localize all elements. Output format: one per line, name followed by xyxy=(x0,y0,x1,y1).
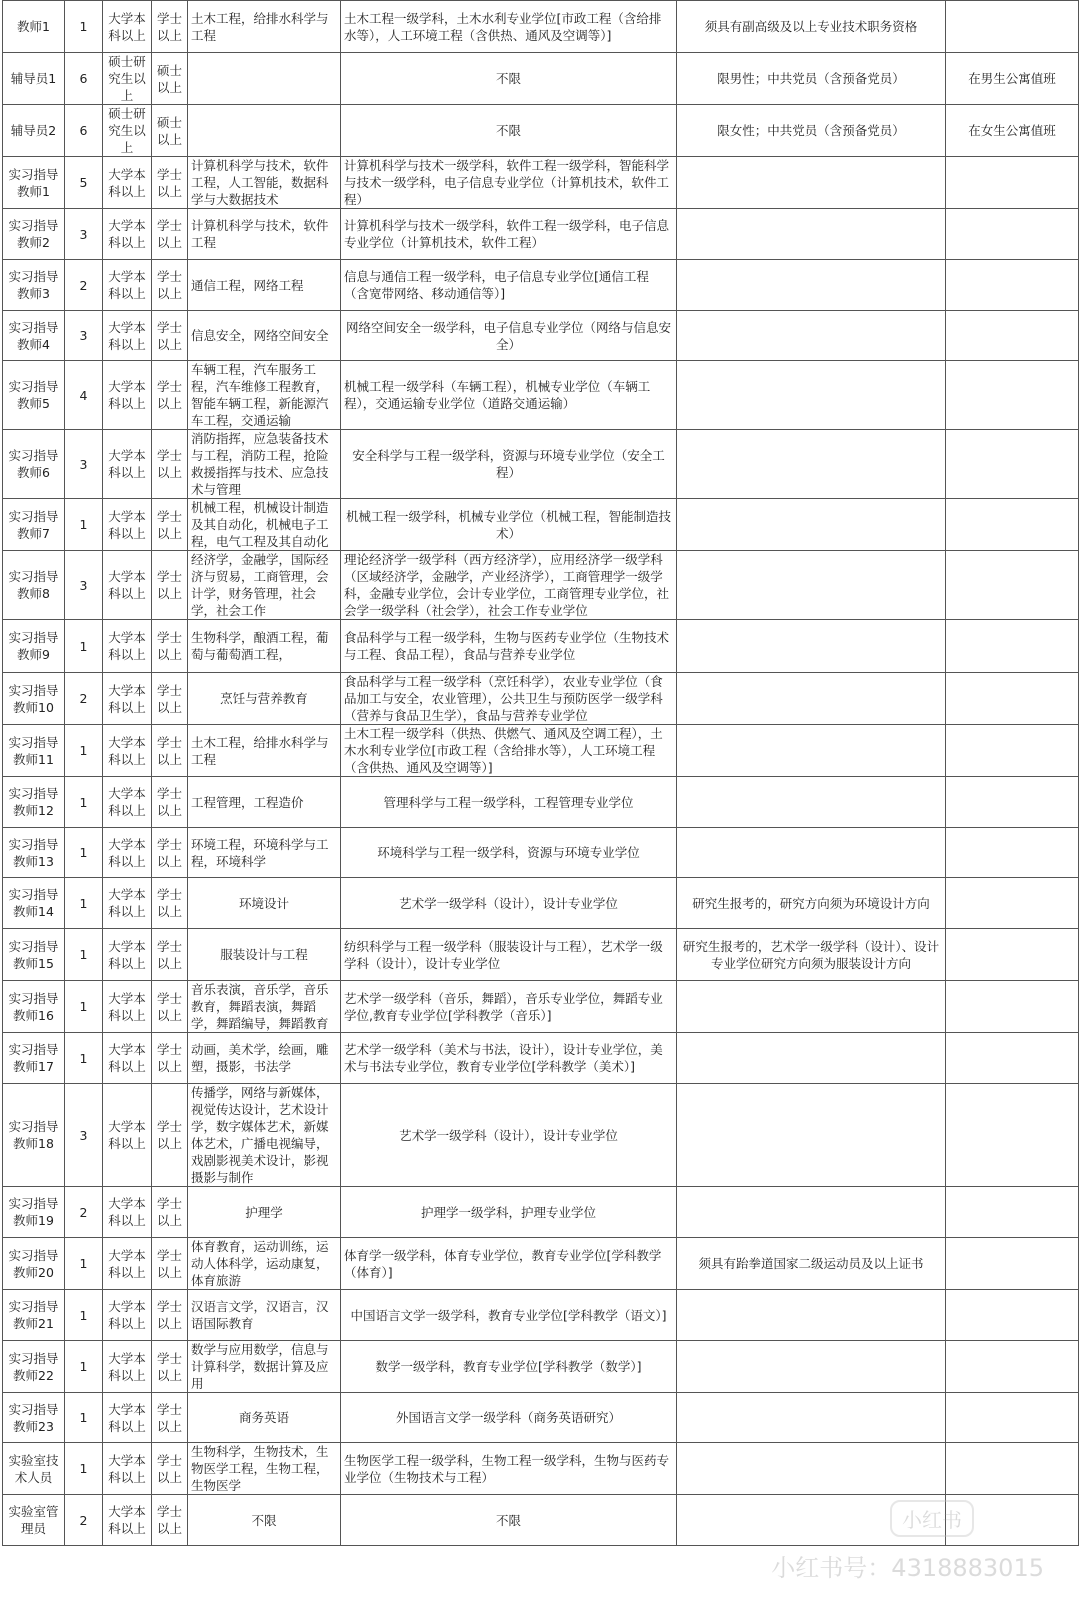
postgrad-major-cell: 理论经济学一级学科（西方经济学），应用经济学一级学科（区域经济学，金融学，产业经济学），工商管理学一级学科，金融专业学位，会计专业学位，工商管理专业学位，社会学一级学科（社会学），社会工作专业学位 xyxy=(341,551,677,620)
postgrad-major-cell: 艺术学一级学科（音乐，舞蹈），音乐专业学位，舞蹈专业学位,教育专业学位[学科教学（音乐）] xyxy=(341,981,677,1033)
degree-cell: 学士以上 xyxy=(152,1084,188,1187)
note-cell xyxy=(946,1393,1079,1443)
postgrad-major-cell: 计算机科学与技术一级学科，软件工程一级学科，电子信息专业学位（计算机技术，软件工程） xyxy=(341,209,677,260)
undergrad-major-cell: 信息安全，网络空间安全 xyxy=(188,311,341,361)
other-requirements-cell xyxy=(677,209,946,260)
table-row xyxy=(3,981,1079,1033)
postgrad-major-cell: 管理科学与工程一级学科，工程管理专业学位 xyxy=(341,777,677,828)
other-requirements-cell xyxy=(677,828,946,878)
count-cell: 3 xyxy=(65,551,103,620)
count-cell: 1 xyxy=(65,1393,103,1443)
other-requirements-cell: 限女性；中共党员（含预备党员） xyxy=(677,105,946,157)
education-cell: 大学本科以上 xyxy=(103,725,152,777)
degree-cell: 学士以上 xyxy=(152,361,188,430)
table-row xyxy=(3,878,1079,929)
undergrad-major-cell: 不限 xyxy=(188,1495,341,1546)
table-row xyxy=(3,1238,1079,1290)
other-requirements-cell: 须具有跆拳道国家二级运动员及以上证书 xyxy=(677,1238,946,1290)
note-cell xyxy=(946,620,1079,673)
other-requirements-cell xyxy=(677,361,946,430)
degree-cell: 学士以上 xyxy=(152,1033,188,1084)
other-requirements-cell: 研究生报考的，研究方向须为环境设计方向 xyxy=(677,878,946,929)
post-cell: 实习指导教师3 xyxy=(3,260,65,311)
other-requirements-cell xyxy=(677,499,946,551)
postgrad-major-cell: 不限 xyxy=(341,105,677,157)
postgrad-major-cell: 中国语言文学一级学科，教育专业学位[学科教学（语文）] xyxy=(341,1290,677,1341)
note-cell xyxy=(946,499,1079,551)
undergrad-major-cell: 土木工程，给排水科学与工程 xyxy=(188,1,341,53)
table-row xyxy=(3,361,1079,430)
post-cell: 实习指导教师6 xyxy=(3,430,65,499)
degree-cell: 硕士以上 xyxy=(152,105,188,157)
count-cell: 1 xyxy=(65,1341,103,1393)
degree-cell: 学士以上 xyxy=(152,725,188,777)
degree-cell: 学士以上 xyxy=(152,1393,188,1443)
degree-cell: 学士以上 xyxy=(152,777,188,828)
undergrad-major-cell: 汉语言文学，汉语言，汉语国际教育 xyxy=(188,1290,341,1341)
education-cell: 大学本科以上 xyxy=(103,777,152,828)
postgrad-major-cell: 土木工程一级学科（供热、供燃气、通风及空调工程），土木水利专业学位[市政工程（含给排水等），人工环境工程（含供热、通风及空调等）] xyxy=(341,725,677,777)
undergrad-major-cell: 动画，美术学，绘画，雕塑，摄影，书法学 xyxy=(188,1033,341,1084)
note-cell xyxy=(946,673,1079,725)
education-cell: 大学本科以上 xyxy=(103,499,152,551)
post-cell: 教师1 xyxy=(3,1,65,53)
undergrad-major-cell xyxy=(188,53,341,105)
postgrad-major-cell: 计算机科学与技术一级学科，软件工程一级学科，智能科学与技术一级学科，电子信息专业学位（计算机技术，软件工程） xyxy=(341,157,677,209)
degree-cell: 学士以上 xyxy=(152,1341,188,1393)
postgrad-major-cell: 食品科学与工程一级学科，生物与医药专业学位（生物技术与工程、食品工程），食品与营养专业学位 xyxy=(341,620,677,673)
education-cell: 大学本科以上 xyxy=(103,1187,152,1238)
postgrad-major-cell: 不限 xyxy=(341,53,677,105)
postgrad-major-cell: 环境科学与工程一级学科，资源与环境专业学位 xyxy=(341,828,677,878)
note-cell xyxy=(946,1341,1079,1393)
postgrad-major-cell: 机械工程一级学科（车辆工程），机械专业学位（车辆工程），交通运输专业学位（道路交通运输） xyxy=(341,361,677,430)
undergrad-major-cell: 生物科学，酿酒工程，葡萄与葡萄酒工程， xyxy=(188,620,341,673)
postgrad-major-cell: 艺术学一级学科（美术与书法，设计），设计专业学位，美术与书法专业学位，教育专业学位[学科教学（美术）] xyxy=(341,1033,677,1084)
post-cell: 实习指导教师23 xyxy=(3,1393,65,1443)
undergrad-major-cell: 数学与应用数学，信息与计算科学，数据计算及应用 xyxy=(188,1341,341,1393)
table-row xyxy=(3,53,1079,105)
undergrad-major-cell: 护理学 xyxy=(188,1187,341,1238)
undergrad-major-cell: 音乐表演，音乐学，音乐教育，舞蹈表演，舞蹈学，舞蹈编导，舞蹈教育 xyxy=(188,981,341,1033)
note-cell xyxy=(946,361,1079,430)
post-cell: 实习指导教师5 xyxy=(3,361,65,430)
post-cell: 实习指导教师16 xyxy=(3,981,65,1033)
count-cell: 1 xyxy=(65,929,103,981)
education-cell: 硕士研究生以上 xyxy=(103,53,152,105)
post-cell: 实习指导教师22 xyxy=(3,1341,65,1393)
note-cell xyxy=(946,1238,1079,1290)
post-cell: 实验室技术人员 xyxy=(3,1443,65,1495)
count-cell: 6 xyxy=(65,53,103,105)
degree-cell: 学士以上 xyxy=(152,1495,188,1546)
table-row xyxy=(3,1443,1079,1495)
count-cell: 2 xyxy=(65,1495,103,1546)
table-row xyxy=(3,1033,1079,1084)
education-cell: 大学本科以上 xyxy=(103,1443,152,1495)
other-requirements-cell xyxy=(677,1033,946,1084)
table-row xyxy=(3,311,1079,361)
table-row xyxy=(3,1187,1079,1238)
other-requirements-cell: 须具有副高级及以上专业技术职务资格 xyxy=(677,1,946,53)
count-cell: 6 xyxy=(65,105,103,157)
degree-cell: 学士以上 xyxy=(152,157,188,209)
degree-cell: 学士以上 xyxy=(152,499,188,551)
degree-cell: 学士以上 xyxy=(152,929,188,981)
count-cell: 3 xyxy=(65,311,103,361)
post-cell: 实习指导教师21 xyxy=(3,1290,65,1341)
table-row xyxy=(3,620,1079,673)
note-cell xyxy=(946,551,1079,620)
table-body xyxy=(3,1,1079,1546)
education-cell: 大学本科以上 xyxy=(103,929,152,981)
post-cell: 实习指导教师1 xyxy=(3,157,65,209)
postgrad-major-cell: 外国语言文学一级学科（商务英语研究） xyxy=(341,1393,677,1443)
post-cell: 实习指导教师14 xyxy=(3,878,65,929)
post-cell: 实习指导教师7 xyxy=(3,499,65,551)
post-cell: 实习指导教师13 xyxy=(3,828,65,878)
education-cell: 大学本科以上 xyxy=(103,620,152,673)
degree-cell: 学士以上 xyxy=(152,1238,188,1290)
undergrad-major-cell: 商务英语 xyxy=(188,1393,341,1443)
table-row xyxy=(3,430,1079,499)
undergrad-major-cell: 机械工程，机械设计制造及其自动化，机械电子工程，电气工程及其自动化 xyxy=(188,499,341,551)
education-cell: 大学本科以上 xyxy=(103,981,152,1033)
other-requirements-cell xyxy=(677,430,946,499)
post-cell: 辅导员2 xyxy=(3,105,65,157)
post-cell: 实习指导教师20 xyxy=(3,1238,65,1290)
count-cell: 1 xyxy=(65,878,103,929)
education-cell: 大学本科以上 xyxy=(103,1290,152,1341)
post-cell: 实习指导教师17 xyxy=(3,1033,65,1084)
count-cell: 1 xyxy=(65,499,103,551)
education-cell: 大学本科以上 xyxy=(103,1341,152,1393)
education-cell: 大学本科以上 xyxy=(103,1,152,53)
post-cell: 实习指导教师10 xyxy=(3,673,65,725)
count-cell: 1 xyxy=(65,1290,103,1341)
other-requirements-cell xyxy=(677,981,946,1033)
postgrad-major-cell: 体育学一级学科，体育专业学位，教育专业学位[学科教学（体育）] xyxy=(341,1238,677,1290)
post-cell: 实习指导教师9 xyxy=(3,620,65,673)
education-cell: 大学本科以上 xyxy=(103,260,152,311)
count-cell: 1 xyxy=(65,725,103,777)
watermark-logo: 小红书 xyxy=(890,1500,974,1537)
note-cell xyxy=(946,878,1079,929)
other-requirements-cell xyxy=(677,777,946,828)
note-cell xyxy=(946,1084,1079,1187)
degree-cell: 学士以上 xyxy=(152,430,188,499)
post-cell: 实验室管理员 xyxy=(3,1495,65,1546)
education-cell: 大学本科以上 xyxy=(103,673,152,725)
postgrad-major-cell: 护理学一级学科，护理专业学位 xyxy=(341,1187,677,1238)
postgrad-major-cell: 土木工程一级学科，土木水利专业学位[市政工程（含给排水等），人工环境工程（含供热、通风及空调等）] xyxy=(341,1,677,53)
note-cell xyxy=(946,260,1079,311)
post-cell: 实习指导教师8 xyxy=(3,551,65,620)
postgrad-major-cell: 安全科学与工程一级学科，资源与环境专业学位（安全工程） xyxy=(341,430,677,499)
education-cell: 大学本科以上 xyxy=(103,551,152,620)
undergrad-major-cell: 环境设计 xyxy=(188,878,341,929)
undergrad-major-cell: 通信工程，网络工程 xyxy=(188,260,341,311)
degree-cell: 学士以上 xyxy=(152,1,188,53)
count-cell: 1 xyxy=(65,1,103,53)
count-cell: 3 xyxy=(65,430,103,499)
degree-cell: 学士以上 xyxy=(152,260,188,311)
other-requirements-cell xyxy=(677,1290,946,1341)
note-cell xyxy=(946,430,1079,499)
count-cell: 3 xyxy=(65,209,103,260)
undergrad-major-cell: 传播学，网络与新媒体，视觉传达设计，艺术设计学，数字媒体艺术，新媒体艺术，广播电视编导，戏剧影视美术设计，影视摄影与制作 xyxy=(188,1084,341,1187)
post-cell: 实习指导教师19 xyxy=(3,1187,65,1238)
count-cell: 4 xyxy=(65,361,103,430)
undergrad-major-cell: 体育教育，运动训练，运动人体科学，运动康复，体育旅游 xyxy=(188,1238,341,1290)
count-cell: 1 xyxy=(65,1443,103,1495)
degree-cell: 学士以上 xyxy=(152,1187,188,1238)
other-requirements-cell xyxy=(677,673,946,725)
other-requirements-cell xyxy=(677,551,946,620)
postgrad-major-cell: 艺术学一级学科（设计），设计专业学位 xyxy=(341,1084,677,1187)
count-cell: 1 xyxy=(65,777,103,828)
table-row xyxy=(3,1393,1079,1443)
post-cell: 实习指导教师15 xyxy=(3,929,65,981)
note-cell xyxy=(946,828,1079,878)
table-row xyxy=(3,209,1079,260)
postgrad-major-cell: 生物医学工程一级学科，生物工程一级学科，生物与医药专业学位（生物技术与工程） xyxy=(341,1443,677,1495)
other-requirements-cell xyxy=(677,725,946,777)
education-cell: 大学本科以上 xyxy=(103,878,152,929)
post-cell: 实习指导教师18 xyxy=(3,1084,65,1187)
table-row xyxy=(3,157,1079,209)
recruitment-table xyxy=(2,0,1079,1546)
table-row xyxy=(3,260,1079,311)
postgrad-major-cell: 纺织科学与工程一级学科（服装设计与工程），艺术学一级学科（设计），设计专业学位 xyxy=(341,929,677,981)
undergrad-major-cell: 土木工程，给排水科学与工程 xyxy=(188,725,341,777)
education-cell: 大学本科以上 xyxy=(103,430,152,499)
watermark xyxy=(771,1508,1044,1583)
other-requirements-cell xyxy=(677,157,946,209)
degree-cell: 学士以上 xyxy=(152,1290,188,1341)
note-cell xyxy=(946,981,1079,1033)
education-cell: 大学本科以上 xyxy=(103,1084,152,1187)
undergrad-major-cell: 烹饪与营养教育 xyxy=(188,673,341,725)
degree-cell: 学士以上 xyxy=(152,981,188,1033)
other-requirements-cell xyxy=(677,1443,946,1495)
note-cell: 在男生公寓值班 xyxy=(946,53,1079,105)
count-cell: 1 xyxy=(65,981,103,1033)
post-cell: 实习指导教师12 xyxy=(3,777,65,828)
post-cell: 实习指导教师11 xyxy=(3,725,65,777)
table-row xyxy=(3,1341,1079,1393)
other-requirements-cell: 研究生报考的，艺术学一级学科（设计）、设计专业学位研究方向须为服装设计方向 xyxy=(677,929,946,981)
table-row xyxy=(3,1,1079,53)
count-cell: 1 xyxy=(65,1033,103,1084)
degree-cell: 学士以上 xyxy=(152,551,188,620)
undergrad-major-cell: 经济学，金融学，国际经济与贸易，工商管理，会计学，财务管理，社会学，社会工作 xyxy=(188,551,341,620)
education-cell: 大学本科以上 xyxy=(103,209,152,260)
note-cell xyxy=(946,929,1079,981)
post-cell: 实习指导教师2 xyxy=(3,209,65,260)
table-row xyxy=(3,828,1079,878)
count-cell: 1 xyxy=(65,620,103,673)
note-cell xyxy=(946,1187,1079,1238)
table-row xyxy=(3,673,1079,725)
degree-cell: 学士以上 xyxy=(152,620,188,673)
note-cell xyxy=(946,1033,1079,1084)
count-cell: 1 xyxy=(65,1238,103,1290)
count-cell: 3 xyxy=(65,1084,103,1187)
watermark-id: 小红书号：4318883015 xyxy=(771,1554,1044,1582)
other-requirements-cell xyxy=(677,1393,946,1443)
table-row xyxy=(3,105,1079,157)
education-cell: 大学本科以上 xyxy=(103,1238,152,1290)
postgrad-major-cell: 数学一级学科，教育专业学位[学科教学（数学）] xyxy=(341,1341,677,1393)
note-cell xyxy=(946,157,1079,209)
education-cell: 大学本科以上 xyxy=(103,828,152,878)
education-cell: 大学本科以上 xyxy=(103,1393,152,1443)
degree-cell: 学士以上 xyxy=(152,1443,188,1495)
postgrad-major-cell: 不限 xyxy=(341,1495,677,1546)
note-cell: 在女生公寓值班 xyxy=(946,105,1079,157)
note-cell xyxy=(946,311,1079,361)
count-cell: 1 xyxy=(65,828,103,878)
degree-cell: 学士以上 xyxy=(152,311,188,361)
other-requirements-cell: 限男性；中共党员（含预备党员） xyxy=(677,53,946,105)
undergrad-major-cell: 服装设计与工程 xyxy=(188,929,341,981)
undergrad-major-cell: 计算机科学与技术，软件工程 xyxy=(188,209,341,260)
table-row xyxy=(3,1084,1079,1187)
education-cell: 大学本科以上 xyxy=(103,1495,152,1546)
table-row xyxy=(3,777,1079,828)
note-cell xyxy=(946,777,1079,828)
undergrad-major-cell: 计算机科学与技术，软件工程，人工智能，数据科学与大数据技术 xyxy=(188,157,341,209)
degree-cell: 硕士以上 xyxy=(152,53,188,105)
note-cell xyxy=(946,1290,1079,1341)
postgrad-major-cell: 机械工程一级学科，机械专业学位（机械工程，智能制造技术） xyxy=(341,499,677,551)
table-row xyxy=(3,725,1079,777)
table-row xyxy=(3,551,1079,620)
postgrad-major-cell: 食品科学与工程一级学科（烹饪科学），农业专业学位（食品加工与安全，农业管理），公共卫生与预防医学一级学科（营养与食品卫生学），食品与营养专业学位 xyxy=(341,673,677,725)
other-requirements-cell xyxy=(677,620,946,673)
other-requirements-cell xyxy=(677,260,946,311)
post-cell: 辅导员1 xyxy=(3,53,65,105)
undergrad-major-cell: 环境工程，环境科学与工程，环境科学 xyxy=(188,828,341,878)
post-cell: 实习指导教师4 xyxy=(3,311,65,361)
note-cell xyxy=(946,209,1079,260)
undergrad-major-cell: 车辆工程，汽车服务工程，汽车维修工程教育，智能车辆工程，新能源汽车工程，交通运输 xyxy=(188,361,341,430)
postgrad-major-cell: 艺术学一级学科（设计），设计专业学位 xyxy=(341,878,677,929)
other-requirements-cell xyxy=(677,311,946,361)
postgrad-major-cell: 网络空间安全一级学科，电子信息专业学位（网络与信息安全） xyxy=(341,311,677,361)
note-cell xyxy=(946,1,1079,53)
other-requirements-cell xyxy=(677,1341,946,1393)
note-cell xyxy=(946,725,1079,777)
education-cell: 大学本科以上 xyxy=(103,157,152,209)
other-requirements-cell xyxy=(677,1084,946,1187)
count-cell: 5 xyxy=(65,157,103,209)
note-cell xyxy=(946,1443,1079,1495)
undergrad-major-cell: 工程管理，工程造价 xyxy=(188,777,341,828)
table-row xyxy=(3,499,1079,551)
count-cell: 2 xyxy=(65,1187,103,1238)
other-requirements-cell xyxy=(677,1187,946,1238)
undergrad-major-cell xyxy=(188,105,341,157)
degree-cell: 学士以上 xyxy=(152,878,188,929)
undergrad-major-cell: 生物科学，生物技术，生物医学工程，生物工程，生物医学 xyxy=(188,1443,341,1495)
count-cell: 2 xyxy=(65,673,103,725)
degree-cell: 学士以上 xyxy=(152,209,188,260)
undergrad-major-cell: 消防指挥，应急装备技术与工程，消防工程，抢险救援指挥与技术、应急技术与管理 xyxy=(188,430,341,499)
degree-cell: 学士以上 xyxy=(152,673,188,725)
table-row xyxy=(3,1290,1079,1341)
count-cell: 2 xyxy=(65,260,103,311)
table-row xyxy=(3,929,1079,981)
education-cell: 大学本科以上 xyxy=(103,311,152,361)
degree-cell: 学士以上 xyxy=(152,828,188,878)
postgrad-major-cell: 信息与通信工程一级学科，电子信息专业学位[通信工程（含宽带网络、移动通信等）] xyxy=(341,260,677,311)
education-cell: 大学本科以上 xyxy=(103,361,152,430)
education-cell: 大学本科以上 xyxy=(103,1033,152,1084)
education-cell: 硕士研究生以上 xyxy=(103,105,152,157)
